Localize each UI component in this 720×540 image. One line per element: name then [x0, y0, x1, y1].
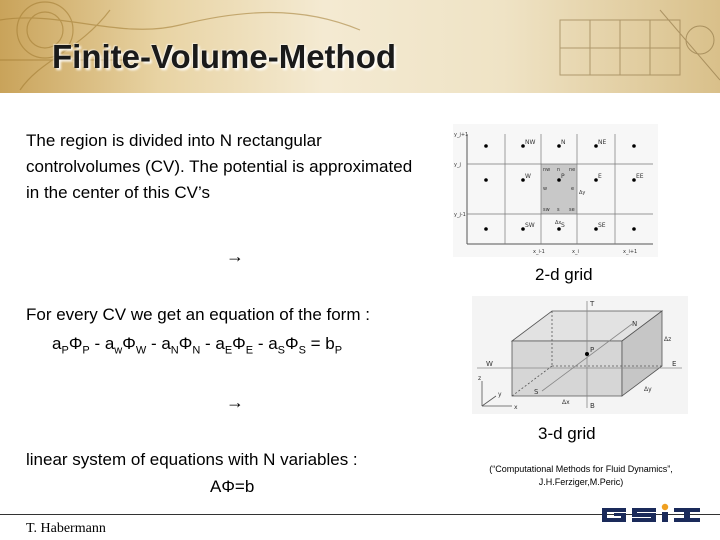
label-n-face: n — [557, 167, 561, 173]
label-p-3d: P — [590, 346, 595, 354]
grid-2d-figure — [453, 124, 658, 257]
axis-label-yj-1: y_j-1 — [454, 212, 466, 218]
axis-label-xi: x_i — [572, 249, 579, 255]
label-ne-face: ne — [569, 167, 576, 173]
subscript: w — [114, 344, 123, 357]
subscript: P — [61, 344, 69, 357]
axis-label-yj1: y_j+1 — [454, 132, 469, 138]
label-n-3d: N — [632, 320, 638, 328]
subscript: S — [298, 344, 306, 357]
label-t: T — [590, 300, 595, 308]
equation-intro: For every CV we get an equation of the form : — [26, 305, 370, 324]
subscript: E — [224, 344, 233, 357]
linear-system-text: linear system of equations with N variables : — [26, 450, 358, 469]
caption-2d-grid: 2-d grid — [535, 265, 593, 284]
matrix-equation: AΦ=b — [210, 477, 255, 496]
label-ne: NE — [598, 139, 607, 146]
axis-y-label: y — [498, 391, 502, 398]
label-e: E — [598, 173, 602, 180]
label-se: SE — [598, 222, 606, 229]
label-sw-face: sw — [543, 207, 550, 213]
label-s-3d: S — [534, 388, 539, 396]
label-s-face: s — [557, 207, 560, 213]
author-name: T. Habermann — [26, 521, 106, 536]
delta-y-label: Δy — [579, 190, 586, 196]
label-e-face: e — [571, 186, 575, 192]
label-nw-face: nw — [543, 167, 551, 173]
label-s: S — [561, 222, 565, 229]
label-n: N — [561, 139, 566, 146]
label-b: B — [590, 402, 595, 410]
discrete-equation: $a_P\Phi_P - a_w\Phi_W - a_N\Phi_N - a_E\Phi_E - a_S\Phi_S = b_P$ — [52, 334, 343, 357]
title-banner — [0, 0, 720, 93]
delta-x-label: Δx — [555, 220, 562, 226]
subscript: E — [245, 344, 254, 357]
label-e-3d: E — [672, 360, 677, 368]
page-title: Finite-Volume-Method — [52, 38, 397, 75]
arrow-right-icon: → — [226, 392, 244, 412]
caption-3d-grid: 3-d grid — [538, 424, 596, 443]
reference-citation: (“Computational Methods for Fluid Dynamics”, J.H.Ferziger,M.Peric) — [489, 464, 673, 487]
delta-x-label-3d: Δx — [562, 399, 570, 406]
delta-z-label: Δz — [664, 336, 672, 343]
axis-label-yj: y_j — [454, 162, 461, 168]
label-sw: SW — [525, 222, 535, 229]
grid-3d-figure — [472, 296, 688, 414]
label-w: W — [525, 173, 531, 180]
subscript: S — [277, 344, 285, 357]
subscript: W — [135, 344, 147, 357]
subscript: P — [82, 344, 90, 357]
subscript: N — [192, 344, 201, 357]
axis-label-xi-1: x_i-1 — [533, 249, 545, 255]
label-nw: NW — [525, 139, 536, 146]
subscript: N — [170, 344, 179, 357]
label-w-face: w — [543, 186, 548, 192]
axis-z-label: z — [478, 375, 482, 382]
axis-x-label: x — [514, 404, 518, 411]
description-paragraph: The region is divided into N rectangular controlvolumes (CV). The potential is approximated in the center of this CV’s — [26, 131, 413, 202]
axis-label-xi1: x_i+1 — [623, 249, 638, 255]
delta-y-label-3d: Δy — [644, 386, 652, 393]
label-p: P — [561, 173, 565, 180]
subscript: P — [334, 344, 343, 357]
gsi-logo — [598, 502, 704, 528]
label-w-3d: W — [486, 360, 493, 368]
label-ee: EE — [636, 173, 644, 180]
label-se-face: se — [569, 207, 575, 213]
arrow-right-icon: → — [226, 246, 244, 266]
